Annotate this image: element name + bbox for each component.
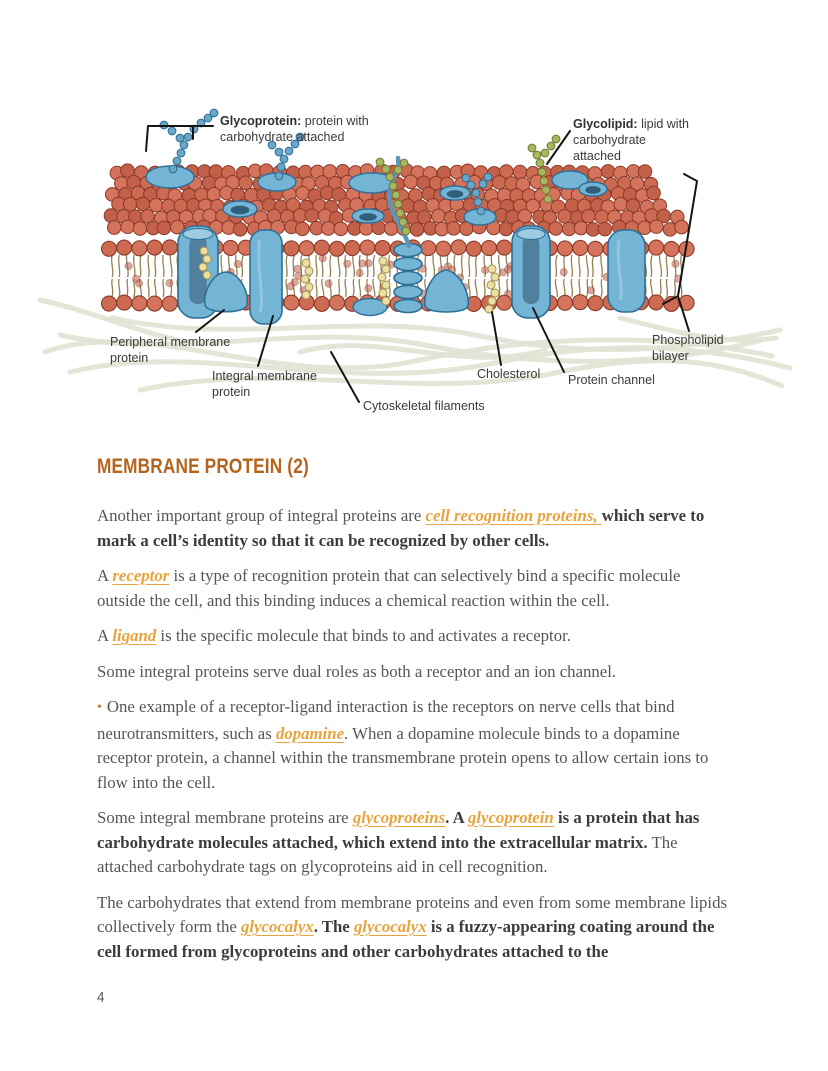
page-number: 4 xyxy=(97,989,105,1006)
term-link[interactable]: glycoproteins xyxy=(352,808,446,827)
membrane-diagram xyxy=(0,0,828,432)
text-segment: One example of a receptor-ligand interaction is the receptors on nerve cells that bind neurotransmitters, such as xyxy=(97,697,675,743)
paragraph xyxy=(97,891,733,965)
text-segment: is a type of recognition protein that can selectively bind a specific molecule outside the cell, and this binding induces a chemical reaction within the cell. xyxy=(97,566,681,610)
membrane-illustration xyxy=(0,0,828,432)
text-segment: The attached carbohydrate tags on glycoproteins aid in cell recognition. xyxy=(97,832,678,876)
text-segment: . When a dopamine molecule binds to a dopamine receptor protein, a channel within the transmembrane protein opens to allow certain ions to flow into the cell. xyxy=(97,723,709,792)
paragraph xyxy=(97,695,733,795)
label-glycolipid-rest: lipid with carbohydrate attached xyxy=(573,117,690,163)
label-protein-channel: Protein channel xyxy=(568,373,655,387)
text-segment: is the specific molecule that binds to and activates a receptor. xyxy=(156,626,571,645)
text-segment: is a protein that has carbohydrate molecules attached, which extend into the extracellular matrix. xyxy=(97,808,700,852)
article-body xyxy=(97,504,733,964)
term-link[interactable]: ligand xyxy=(112,626,157,645)
text-segment: is a fuzzy-appearing coating around the cell formed from glycoproteins and other carbohydrates attached to the xyxy=(97,917,715,961)
article xyxy=(97,456,733,975)
bullet-marker: • xyxy=(97,700,102,715)
label-glycoprotein-term: Glycoprotein: xyxy=(220,114,302,128)
text-segment: . The xyxy=(313,917,354,936)
text-segment: Another important group of integral proteins are xyxy=(97,506,426,525)
label-peripheral-membrane-protein: Peripheral membrane protein xyxy=(110,335,231,365)
text-segment: which serve to mark a cell’s identity so that it can be recognized by other cells. xyxy=(97,506,705,550)
paragraph xyxy=(97,624,733,649)
paragraph xyxy=(97,564,733,613)
text-segment: Some integral membrane proteins are xyxy=(97,808,353,827)
label-glycolipid xyxy=(573,117,695,164)
label-glycolipid-term: Glycolipid: xyxy=(573,117,638,131)
text-segment: Some integral proteins serve dual roles as both a receptor and an ion channel. xyxy=(97,661,617,681)
term-link[interactable]: glycocalyx xyxy=(353,917,427,936)
text-segment: A xyxy=(97,626,113,645)
label-cytoskeletal-filaments: Cytoskeletal filaments xyxy=(363,399,485,413)
term-link[interactable]: cell recognition proteins, xyxy=(425,506,602,525)
term-link[interactable]: glycocalyx xyxy=(241,917,314,936)
text-segment: . A xyxy=(445,808,468,827)
label-glycoprotein xyxy=(220,114,395,146)
term-link[interactable]: dopamine xyxy=(275,723,345,743)
paragraph xyxy=(97,806,733,880)
text-segment: A xyxy=(97,566,113,585)
section-heading xyxy=(97,456,733,477)
label-phospholipid-bilayer: Phospholipid bilayer xyxy=(652,333,724,363)
label-glycoprotein-rest: protein with carbohydrate attached xyxy=(220,114,369,144)
label-integral-membrane-protein: Integral membrane protein xyxy=(212,369,317,399)
paragraph xyxy=(97,504,733,553)
term-link[interactable]: glycoprotein xyxy=(467,808,554,827)
term-link[interactable]: receptor xyxy=(112,566,170,585)
paragraph xyxy=(97,660,733,685)
section-heading-text: MEMBRANE PROTEIN (2) xyxy=(97,455,309,478)
label-cholesterol: Cholesterol xyxy=(477,367,541,381)
text-segment: The carbohydrates that extend from membrane proteins and even from some membrane lipids collectively form the xyxy=(97,892,728,936)
